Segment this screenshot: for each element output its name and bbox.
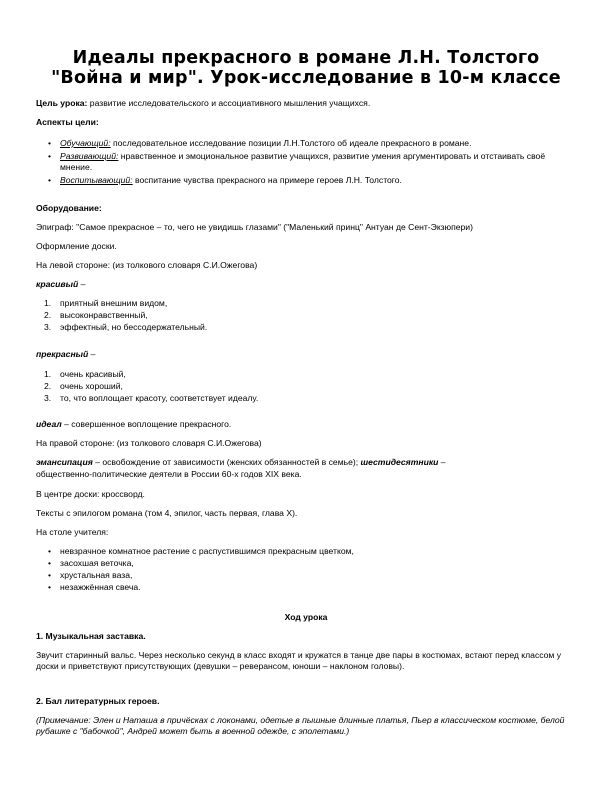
aspect-item	[48, 151, 560, 172]
aspect-item	[48, 138, 472, 149]
shestidesyatniki-text: общественно-политические деятели в России 60-х годов XIX века.	[36, 469, 302, 479]
list-number: 1.	[44, 298, 52, 308]
section1-heading: 1. Музыкальная заставка.	[36, 631, 146, 641]
goal-line	[36, 98, 370, 109]
prekrasnyi-word: прекрасный	[36, 349, 89, 359]
aspect-term: Воспитывающий:	[60, 175, 133, 185]
teacher-table-item	[48, 546, 354, 557]
bullet-icon: •	[48, 582, 52, 592]
shestidesyatniki-dash: –	[438, 457, 446, 467]
ideal-definition	[36, 419, 231, 430]
list-item-text: хрустальная ваза,	[60, 570, 133, 580]
aspects-heading: Аспекты цели:	[36, 117, 99, 127]
bullet-icon: •	[48, 558, 52, 568]
bullet-icon: •	[48, 151, 52, 161]
emancipation-definition	[36, 457, 446, 468]
list-number: 2.	[44, 310, 52, 320]
aspect-term: Обучающий:	[60, 138, 111, 148]
teacher-table-item	[48, 558, 134, 569]
board-center: В центре доски: кроссворд.	[36, 489, 145, 499]
aspect-term: Развивающий:	[60, 151, 119, 161]
page-title: Идеалы прекрасного в романе Л.Н. Толстого "Война и мир". Урок-исследование в 10-м классе	[51, 48, 561, 88]
list-item-text: очень хороший,	[60, 381, 123, 391]
list-item	[44, 310, 148, 321]
teacher-table-item	[48, 570, 133, 581]
teacher-table-heading: На столе учителя:	[36, 527, 109, 537]
list-item	[44, 393, 259, 404]
right-side: На правой стороне: (из толкового словаря С.И.Ожегова)	[36, 438, 262, 448]
left-side: На левой стороне: (из толкового словаря С.И.Ожегова)	[36, 260, 258, 270]
lesson-heading: Ход урока	[284, 612, 328, 622]
goal-label: Цель урока:	[36, 98, 88, 108]
list-item	[44, 369, 126, 380]
prekrasnyi-dash: –	[88, 349, 96, 359]
list-number: 3.	[44, 393, 52, 403]
list-item-text: высоконравственный,	[60, 310, 148, 320]
list-number: 2.	[44, 381, 52, 391]
shestidesyatniki-word: шестидесятники	[360, 457, 439, 467]
epilogue-texts: Тексты с эпилогом романа (том 4, эпилог, часть первая, глава X).	[36, 508, 298, 518]
krasivyi-word: красивый	[36, 279, 79, 289]
list-item-text: приятный внешним видом,	[60, 298, 168, 308]
aspect-item	[48, 175, 402, 186]
section2-note: (Примечание: Элен и Наташа в причёсках с локонами, одетые в пышные длинные платья, Пьер в классическом костюме, белой рубашке с "бабочкой", Андрей может быть в военной одежде, с эполетами.)	[36, 715, 565, 736]
list-item-text: незажжённая свеча.	[60, 582, 141, 592]
goal-text: развитие исследовательского и ассоциативного мышления учащихся.	[87, 98, 371, 108]
list-item	[44, 381, 123, 392]
list-item	[44, 322, 208, 333]
prekrasnyi-term	[36, 349, 95, 360]
bullet-icon: •	[48, 175, 52, 185]
list-item-text: то, что воплощает красоту, соответствует идеалу.	[60, 393, 259, 403]
krasivyi-dash: –	[78, 279, 86, 289]
epigraph: Эпиграф: "Самое прекрасное – то, чего не увидишь глазами" ("Маленький принц" Антуан де Сент-Экзюпери)	[36, 222, 473, 232]
list-item-text: невзрачное комнатное растение с распустившимся прекрасным цветком,	[60, 546, 354, 556]
list-item	[44, 298, 168, 309]
list-item-text: эффектный, но бессодержательный.	[60, 322, 208, 332]
ideal-text: – совершенное воплощение прекрасного.	[61, 419, 232, 429]
section2-heading: 2. Бал литературных героев.	[36, 696, 160, 706]
emancipation-word: эмансипация	[36, 457, 93, 467]
list-item-text: засохшая веточка,	[60, 558, 134, 568]
krasivyi-term	[36, 279, 85, 290]
aspect-text: последовательное исследование позиции Л.Н.Толстого об идеале прекрасного в романе.	[110, 138, 472, 148]
teacher-table-item	[48, 582, 141, 593]
board-design: Оформление доски.	[36, 241, 117, 251]
list-item-text: очень красивый,	[60, 369, 126, 379]
bullet-icon: •	[48, 546, 52, 556]
bullet-icon: •	[48, 570, 52, 580]
aspect-text: нравственное и эмоциональное развитие учащихся, развитие умения аргументировать и отстаивать своё мнение.	[60, 151, 546, 172]
list-number: 1.	[44, 369, 52, 379]
bullet-icon: •	[48, 138, 52, 148]
ideal-word: идеал	[36, 419, 62, 429]
emancipation-text: – освобождение от зависимости (женских обязанностей в семье);	[92, 457, 359, 467]
aspect-text: воспитание чувства прекрасного на примере героев Л.Н. Толстого.	[132, 175, 402, 185]
list-number: 3.	[44, 322, 52, 332]
equipment-heading: Оборудование:	[36, 203, 102, 213]
section1-text: Звучит старинный вальс. Через несколько секунд в класс входят и кружатся в танце две пары в костюмах, встают перед классом у доски и приветствуют присутствующих (девушки – реверансом, юноши – наклоном головы).	[36, 650, 562, 671]
